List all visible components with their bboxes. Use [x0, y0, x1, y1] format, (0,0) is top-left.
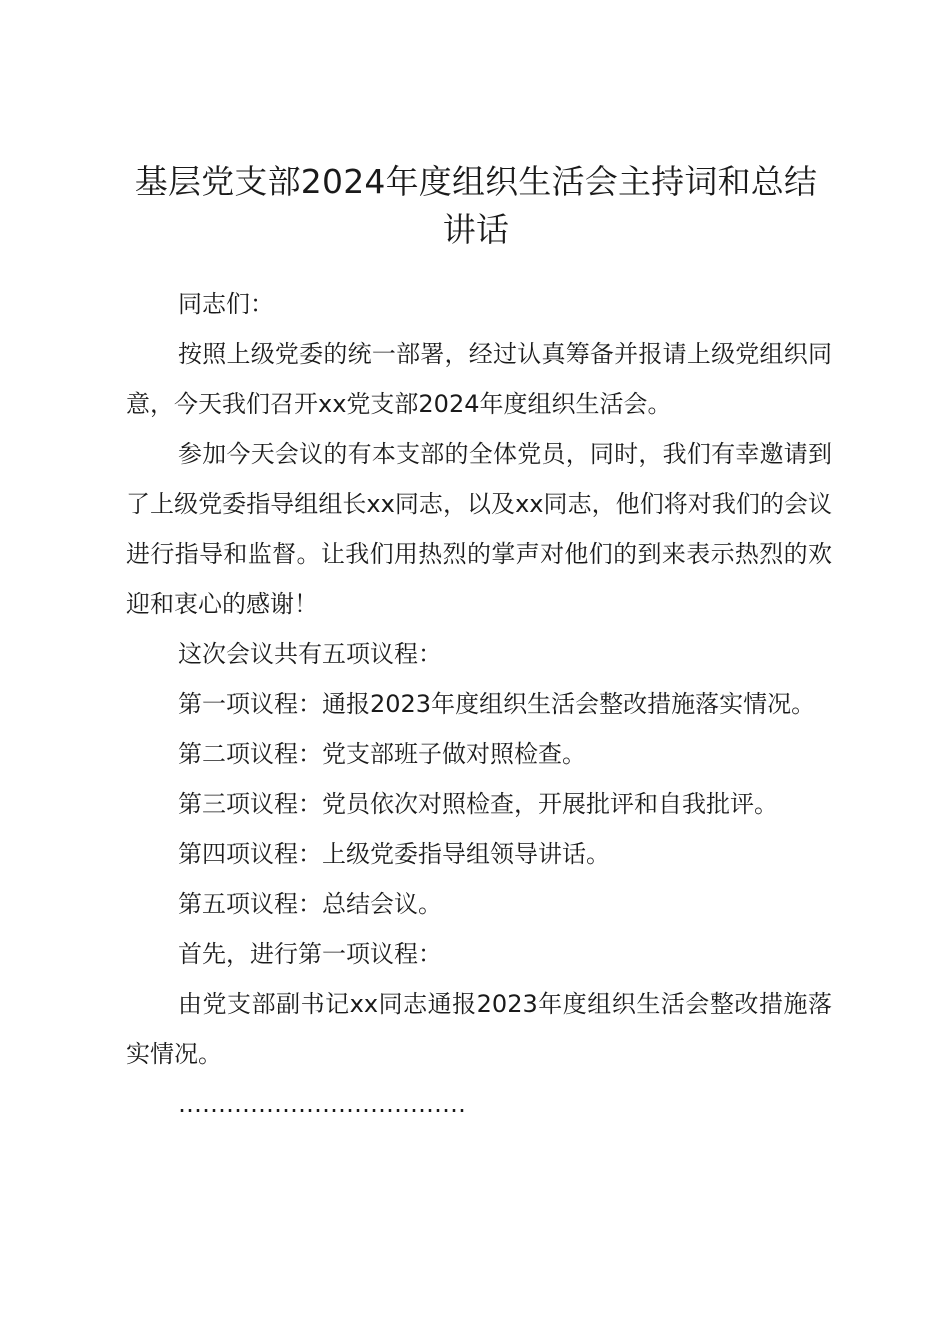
opening-paragraph: 按照上级党委的统一部署，经过认真筹备并报请上级党组织同意，今天我们召开xx党支部2024年度组织生活会。	[126, 340, 832, 418]
agenda-item-2: 第二项议程：党支部班子做对照检查。	[178, 740, 586, 768]
agenda-intro-paragraph: 这次会议共有五项议程：	[178, 640, 442, 668]
first-agenda-start-paragraph: 首先，进行第一项议程：	[178, 940, 442, 968]
document-body	[126, 279, 832, 1129]
salutation-paragraph: 同志们：	[178, 290, 274, 318]
agenda-item-4: 第四项议程：上级党委指导组领导讲话。	[178, 840, 610, 868]
agenda-item-5: 第五项议程：总结会议。	[178, 890, 442, 918]
agenda-item-1: 第一项议程：通报2023年度组织生活会整改措施落实情况。	[178, 690, 816, 718]
attendees-paragraph: 参加今天会议的有本支部的全体党员，同时，我们有幸邀请到了上级党委指导组组长xx同志，以及xx同志，他们将对我们的会议进行指导和监督。让我们用热烈的掌声对他们的到来表示热烈的欢迎和衷心的感谢！	[126, 440, 832, 618]
document-title: 基层党支部2024年度组织生活会主持词和总结讲话	[134, 162, 818, 249]
ellipsis-paragraph: ………………………………	[178, 1090, 466, 1118]
agenda-item-3: 第三项议程：党员依次对照检查，开展批评和自我批评。	[178, 790, 778, 818]
report-paragraph: 由党支部副书记xx同志通报2023年度组织生活会整改措施落实情况。	[126, 990, 832, 1068]
